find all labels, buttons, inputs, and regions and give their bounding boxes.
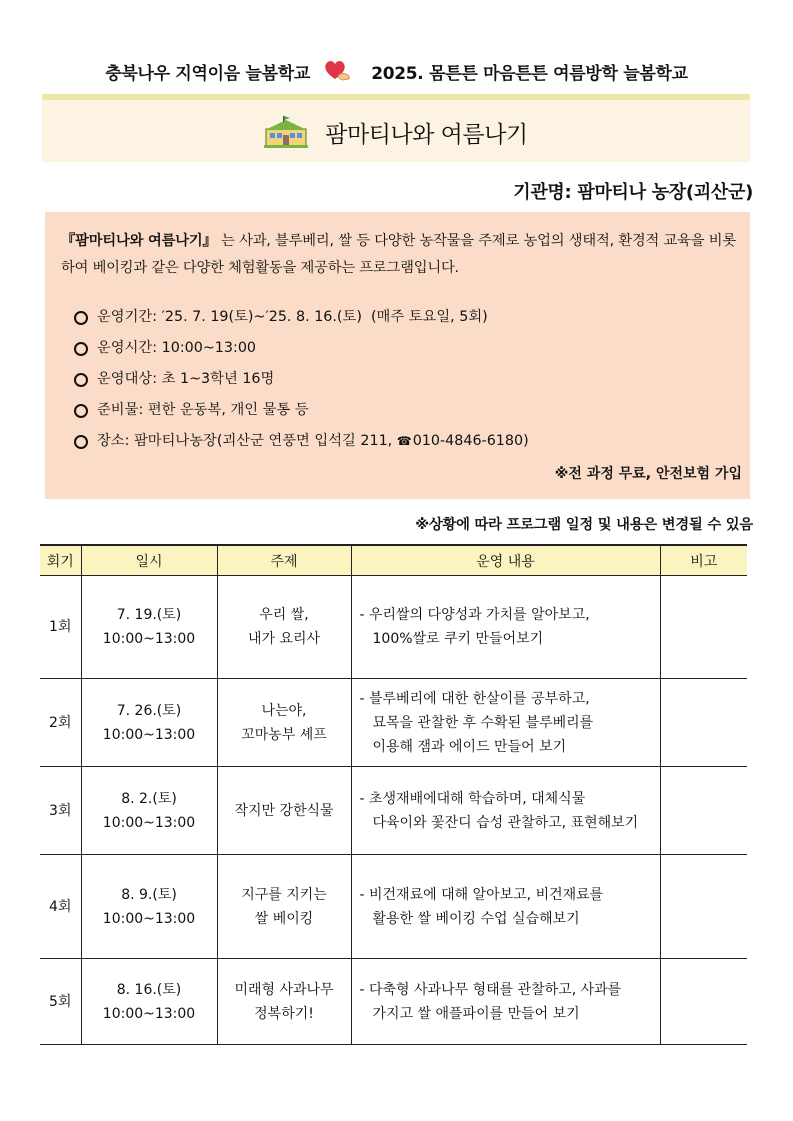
topic-cell	[217, 679, 351, 767]
circle-bullet-icon	[74, 435, 88, 449]
content-cell	[351, 767, 660, 855]
table-row	[40, 767, 747, 855]
content-line: - 초생재배에대해 학습하며, 대체식물	[359, 790, 586, 807]
session-time: 10:00~13:00	[102, 726, 196, 743]
topic-line: 지구를 지키는	[241, 886, 327, 903]
round-cell: 5회	[40, 959, 81, 1045]
detail-label: 운영시간	[97, 340, 153, 356]
content-cell	[351, 959, 660, 1045]
detail-value: 초 1~3학년 16명	[161, 371, 275, 387]
organization-name: 기관명: 팜마티나 농장(괴산군)	[513, 182, 753, 203]
detail-list	[61, 302, 736, 457]
topic-line: 꼬마농부 셰프	[241, 726, 327, 743]
page-title: 팜마티나와 여름나기	[325, 122, 528, 148]
column-header: 주제	[217, 545, 351, 576]
schedule-table	[40, 544, 747, 1045]
detail-label: 운영대상	[97, 371, 153, 387]
detail-period: 운영기간 : ′25. 7. 19(토)~′25. 8. 16.(토) (매주 토요일, 5회)	[74, 302, 736, 333]
topic-cell	[217, 855, 351, 959]
date-cell	[81, 855, 217, 959]
table-header-row	[40, 545, 747, 576]
column-header: 운영 내용	[351, 545, 660, 576]
round-cell: 4회	[40, 855, 81, 959]
detail-label: 준비물	[97, 402, 139, 418]
session-date: 8. 2.(토)	[121, 790, 177, 807]
note-cell	[660, 959, 747, 1045]
content-cell	[351, 679, 660, 767]
table-row	[40, 679, 747, 767]
table-row	[40, 959, 747, 1045]
content-line: 활용한 쌀 베이킹 수업 실습해보기	[372, 910, 580, 927]
topic-line: 나는야,	[261, 702, 307, 719]
title-banner	[42, 94, 750, 162]
date-cell	[81, 576, 217, 679]
detail-phone: 010-4846-6180)	[412, 433, 529, 449]
content-cell	[351, 855, 660, 959]
session-time: 10:00~13:00	[102, 1005, 196, 1022]
detail-time: 운영시간 : 10:00~13:00	[74, 333, 736, 364]
program-intro	[61, 228, 736, 282]
detail-value: 10:00~13:00	[161, 340, 257, 356]
program-description: 는 사과, 블루베리, 쌀 등 다양한 농작물을 주제로 농업의 생태적, 환경적 교육을 비롯하여 베이킹과 같은 다양한 체험활동을 제공하는 프로그램입니다.	[61, 233, 736, 276]
content-cell	[351, 576, 660, 679]
circle-bullet-icon	[74, 342, 88, 356]
heart-hand-icon	[322, 58, 352, 87]
topic-cell	[217, 959, 351, 1045]
session-date: 7. 19.(토)	[116, 607, 182, 623]
detail-location: 장소 : 팜마티나농장(괴산군 연풍면 입석길 211, ☎ 010-4846-6180)	[74, 426, 736, 457]
circle-bullet-icon	[74, 311, 88, 325]
topic-line: 정복하기!	[254, 1005, 314, 1022]
topic-cell	[217, 767, 351, 855]
session-time: 10:00~13:00	[102, 631, 196, 647]
circle-bullet-icon	[74, 373, 88, 387]
column-header: 회기	[40, 545, 81, 576]
detail-target: 운영대상 : 초 1~3학년 16명	[74, 364, 736, 395]
header-left-text: 충북나우 지역이음 늘봄학교	[105, 64, 310, 84]
free-note: ※전 과정 무료, 안전보험 가입	[554, 466, 742, 482]
session-time: 10:00~13:00	[102, 910, 196, 927]
content-line: - 비건재료에 대해 알아보고, 비건재료를	[359, 886, 604, 903]
round-cell: 2회	[40, 679, 81, 767]
page-header	[0, 58, 793, 87]
circle-bullet-icon	[74, 404, 88, 418]
content-line: 묘목을 관찰한 후 수확된 블루베리를	[372, 714, 594, 731]
note-cell	[660, 679, 747, 767]
phone-icon: ☎	[396, 434, 412, 448]
topic-line: 작지만 강한식물	[234, 802, 334, 819]
session-date: 7. 26.(토)	[116, 702, 182, 719]
detail-value: 팜마티나농장(괴산군 연풍면 입석길 211,	[134, 433, 397, 449]
content-line: - 블루베리에 대한 한살이를 공부하고,	[359, 690, 590, 707]
detail-supplies: 준비물 : 편한 운동복, 개인 물통 등	[74, 395, 736, 426]
session-date: 8. 16.(토)	[116, 981, 182, 998]
round-cell: 3회	[40, 767, 81, 855]
topic-line: 미래형 사과나무	[234, 981, 334, 998]
content-line: 가지고 쌀 애플파이를 만들어 보기	[372, 1005, 580, 1022]
content-line: 이용해 잼과 에이드 만들어 보기	[372, 738, 567, 755]
content-line: 다육이와 꽃잔디 습성 관찰하고, 표현해보기	[372, 814, 639, 831]
school-icon	[264, 116, 308, 154]
date-cell	[81, 959, 217, 1045]
content-line: 100%쌀로 쿠키 만들어보기	[372, 631, 544, 647]
detail-label: 운영기간	[97, 309, 153, 325]
header-right-text: 2025. 몸튼튼 마음튼튼 여름방학 늘봄학교	[371, 64, 688, 84]
session-time: 10:00~13:00	[102, 814, 196, 831]
note-cell	[660, 576, 747, 679]
date-cell	[81, 679, 217, 767]
note-cell	[660, 855, 747, 959]
date-cell	[81, 767, 217, 855]
topic-line: 우리 쌀,	[259, 607, 309, 623]
round-cell: 1회	[40, 576, 81, 679]
detail-value: ′25. 7. 19(토)~′25. 8. 16.(토) (매주 토요일, 5회)	[161, 309, 488, 325]
program-name: 『팜마티나와 여름나기』	[61, 233, 217, 249]
note-cell	[660, 767, 747, 855]
topic-line: 쌀 베이킹	[254, 910, 314, 927]
column-header: 일시	[81, 545, 217, 576]
detail-label: 장소	[97, 433, 125, 449]
topic-cell	[217, 576, 351, 679]
program-info-box	[45, 212, 750, 499]
session-date: 8. 9.(토)	[121, 886, 177, 903]
content-line: - 우리쌀의 다양성과 가치를 알아보고,	[359, 607, 590, 623]
table-row	[40, 855, 747, 959]
schedule-notice: ※상황에 따라 프로그램 일정 및 내용은 변경될 수 있음	[415, 517, 753, 533]
content-line: - 다축형 사과나무 형태를 관찰하고, 사과를	[359, 981, 622, 998]
detail-value: 편한 운동복, 개인 물통 등	[147, 402, 309, 418]
topic-line: 내가 요리사	[247, 631, 321, 647]
table-row	[40, 576, 747, 679]
column-header: 비고	[660, 545, 747, 576]
